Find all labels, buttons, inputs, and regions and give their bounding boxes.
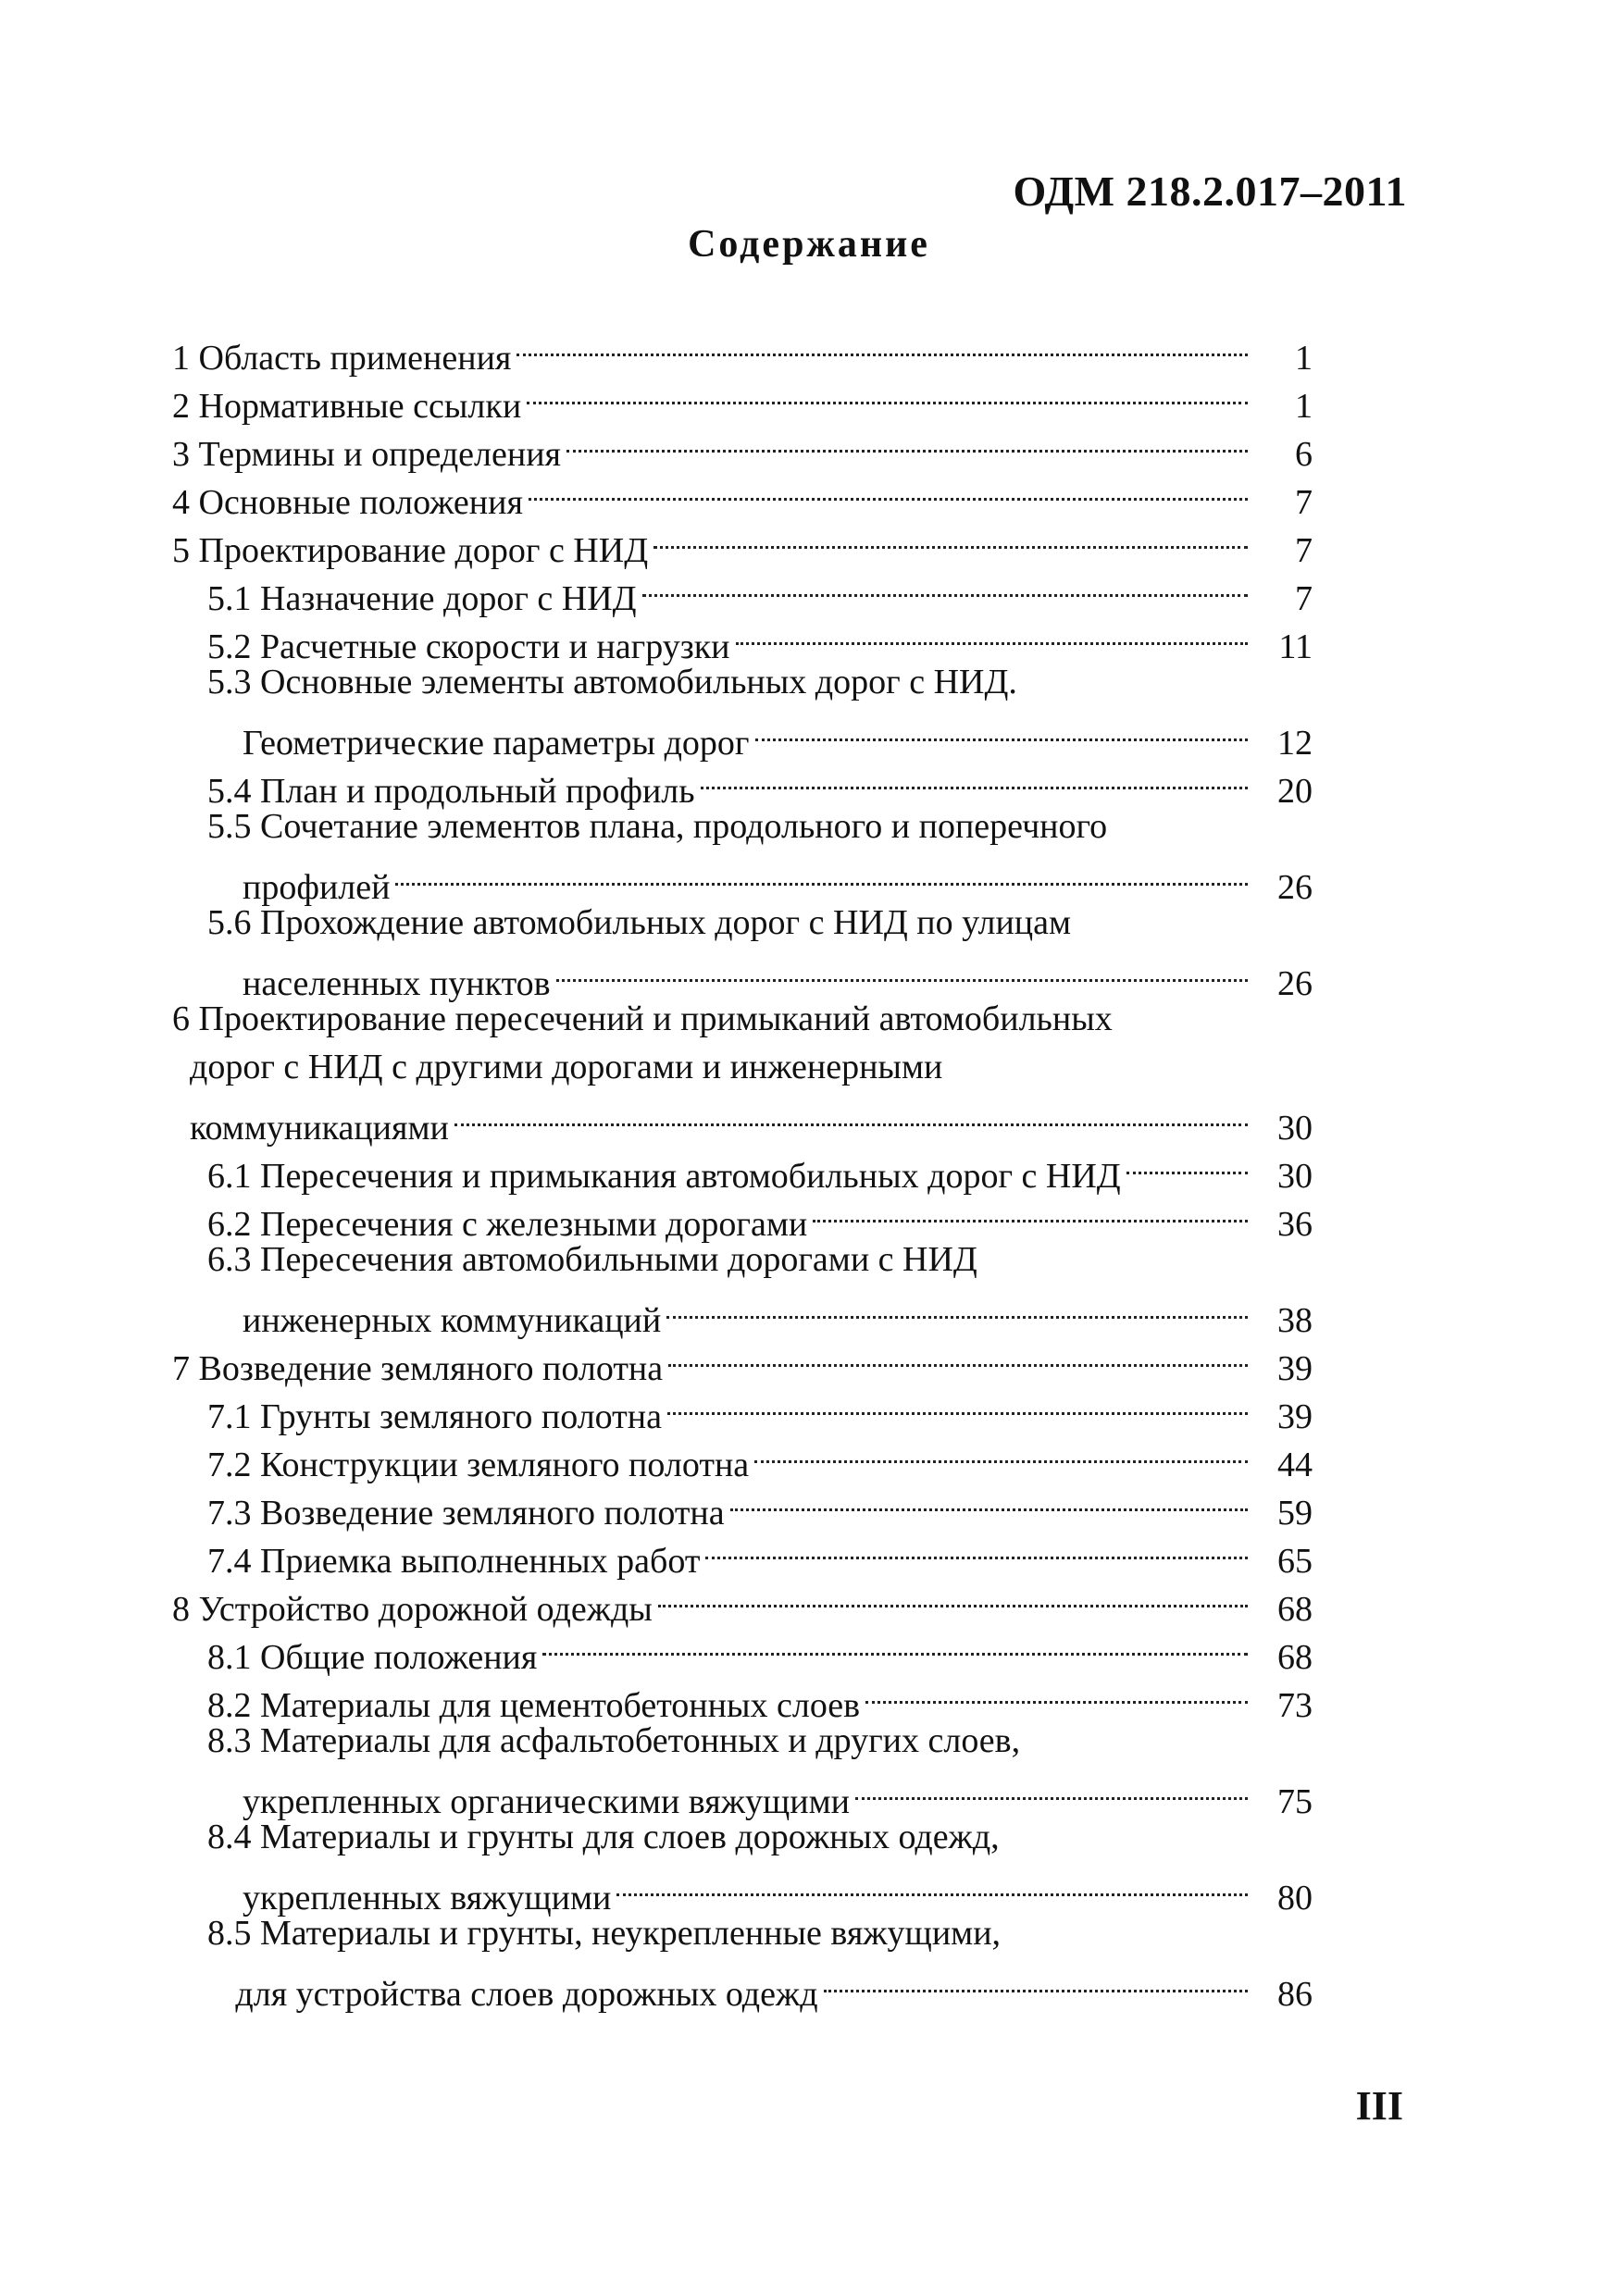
dot-leader xyxy=(1126,1139,1248,1187)
toc-page-number: 6 xyxy=(1295,435,1313,474)
toc-entry-text: инженерных коммуникаций xyxy=(243,1301,662,1340)
toc-entry[interactable] xyxy=(172,562,1313,618)
toc-page-number: 80 xyxy=(1277,1879,1313,1917)
toc-page-number: 36 xyxy=(1277,1205,1313,1244)
toc-entry[interactable] xyxy=(172,658,1313,763)
toc-page-number: 59 xyxy=(1277,1494,1313,1533)
toc-entry[interactable] xyxy=(172,514,1313,570)
toc-entry-text: укрепленных вяжущими xyxy=(243,1879,612,1917)
toc-entry-text: 7.4 Приемка выполненных работ xyxy=(207,1542,701,1581)
toc-entry[interactable] xyxy=(172,417,1313,474)
toc-entry[interactable] xyxy=(172,802,1313,907)
toc-entry-text: 8.4 Материалы и грунты для слоев дорожных одежд, xyxy=(207,1818,1000,1856)
toc-entry-text: 8.5 Материалы и грунты, неукрепленные вяжущими, xyxy=(207,1914,1002,1953)
toc-page-number: 75 xyxy=(1277,1782,1313,1821)
page-number: III xyxy=(1355,2083,1403,2128)
dot-leader xyxy=(454,1091,1248,1139)
toc-entry[interactable] xyxy=(172,369,1313,426)
toc-entry[interactable] xyxy=(172,1524,1313,1581)
toc-page-number: 86 xyxy=(1277,1975,1313,2014)
dot-leader xyxy=(824,1957,1248,2005)
toc-entry-text: коммуникациями xyxy=(190,1109,449,1148)
toc-entry-text: 8 Устройство дорожной одежды xyxy=(172,1590,653,1629)
toc-entry[interactable] xyxy=(172,1620,1313,1677)
toc-page-number: 12 xyxy=(1277,724,1313,763)
dot-leader xyxy=(542,1620,1248,1669)
dot-leader xyxy=(813,1187,1248,1235)
toc-page-number: 44 xyxy=(1277,1446,1313,1484)
toc-entry[interactable] xyxy=(172,754,1313,811)
toc-entry[interactable] xyxy=(172,1476,1313,1533)
dot-leader xyxy=(642,562,1248,610)
toc-entry-text: 7.2 Конструкции земляного полотна xyxy=(207,1446,750,1484)
toc-page-number: 7 xyxy=(1295,531,1313,570)
toc-entry-text: 3 Термины и определения xyxy=(172,435,562,474)
toc-entry[interactable] xyxy=(172,1717,1313,1821)
dot-leader xyxy=(566,417,1248,465)
toc-page-number: 7 xyxy=(1295,483,1313,522)
dot-leader xyxy=(865,1669,1248,1717)
dot-leader xyxy=(529,465,1248,514)
toc-entry-text: 8.3 Материалы для асфальтобетонных и других слоев, xyxy=(207,1721,1021,1760)
toc-page-number: 7 xyxy=(1295,579,1313,618)
toc-entry-text: для устройства слоев дорожных одежд xyxy=(235,1975,818,2014)
dot-leader xyxy=(668,1332,1248,1380)
dot-leader xyxy=(736,610,1248,658)
toc-page-number: 20 xyxy=(1277,772,1313,811)
toc-title: Содержание xyxy=(688,223,930,266)
dot-leader xyxy=(667,1380,1248,1428)
toc-entry-text: 5.6 Прохождение автомобильных дорог с НИД по улицам xyxy=(207,903,1072,942)
toc-entry[interactable] xyxy=(172,321,1313,378)
toc-page-number: 65 xyxy=(1277,1542,1313,1581)
toc-entry-text: 6.3 Пересечения автомобильными дорогами с НИД xyxy=(207,1240,977,1279)
toc-entry-text: 6.1 Пересечения и примыкания автомобильных дорог с НИД xyxy=(207,1157,1121,1196)
toc-entry[interactable] xyxy=(172,1187,1313,1244)
dot-leader xyxy=(653,514,1248,562)
dot-leader xyxy=(527,369,1248,417)
toc-entry[interactable] xyxy=(172,610,1313,666)
dot-leader xyxy=(556,947,1248,995)
dot-leader xyxy=(395,850,1248,899)
dot-leader xyxy=(616,1861,1248,1909)
toc-entry-text: 5.4 План и продольный профиль xyxy=(207,772,695,811)
toc-entry[interactable] xyxy=(172,995,1313,1148)
toc-entry[interactable] xyxy=(172,1572,1313,1629)
dot-leader xyxy=(666,1284,1248,1332)
toc-page-number: 26 xyxy=(1277,868,1313,907)
dot-leader xyxy=(701,754,1248,802)
dot-leader xyxy=(658,1572,1248,1620)
toc-page-number: 68 xyxy=(1277,1590,1313,1629)
dot-leader xyxy=(754,1428,1248,1476)
toc-entry-text: 5.2 Расчетные скорости и нагрузки xyxy=(207,627,730,666)
toc-page-number: 38 xyxy=(1277,1301,1313,1340)
toc-entry[interactable] xyxy=(172,1909,1313,2014)
toc-page-number: 30 xyxy=(1277,1109,1313,1148)
toc-entry[interactable] xyxy=(172,899,1313,1003)
document-code: ОДМ 218.2.017–2011 xyxy=(1013,168,1407,215)
toc-page-number: 11 xyxy=(1278,627,1313,666)
toc-entry[interactable] xyxy=(172,1139,1313,1196)
dot-leader xyxy=(705,1524,1248,1572)
toc-entry[interactable] xyxy=(172,465,1313,522)
toc-entry-text: 6 Проектирование пересечений и примыканий автомобильных xyxy=(172,999,1113,1038)
dot-leader xyxy=(730,1476,1248,1524)
dot-leader xyxy=(755,706,1249,754)
toc-page-number: 1 xyxy=(1295,387,1313,426)
toc-page-number: 1 xyxy=(1295,339,1313,378)
toc-entry-text: Геометрические параметры дорог xyxy=(243,724,750,763)
toc-entry-text: 5.1 Назначение дорог с НИД xyxy=(207,579,637,618)
toc-entry-text: 6.2 Пересечения с железными дорогами xyxy=(207,1205,808,1244)
toc-page-number: 39 xyxy=(1277,1397,1313,1436)
toc-entry-text: 7.1 Грунты земляного полотна xyxy=(207,1397,662,1436)
toc-entry-text: дорог с НИД с другими дорогами и инженерными xyxy=(190,1048,943,1086)
toc-entry-text: 8.1 Общие положения xyxy=(207,1638,538,1677)
toc-entry-text: 2 Нормативные ссылки xyxy=(172,387,522,426)
toc-entry-text: населенных пунктов xyxy=(243,964,551,1003)
toc-entry-text: 5.5 Сочетание элементов плана, продольного и поперечного xyxy=(207,807,1108,846)
toc-page-number: 73 xyxy=(1277,1686,1313,1725)
toc-entry[interactable] xyxy=(172,1428,1313,1484)
toc-entry[interactable] xyxy=(172,1235,1313,1340)
toc-page-number: 30 xyxy=(1277,1157,1313,1196)
toc-entry-text: 7.3 Возведение земляного полотна xyxy=(207,1494,725,1533)
dot-leader xyxy=(855,1765,1248,1813)
toc-entry-text: профилей xyxy=(243,868,391,907)
toc-entry-text: 4 Основные положения xyxy=(172,483,523,522)
toc-entry[interactable] xyxy=(172,1380,1313,1436)
toc-entry-text: 8.2 Материалы для цементобетонных слоев xyxy=(207,1686,861,1725)
toc-entry-text: 7 Возведение земляного полотна xyxy=(172,1349,664,1388)
toc-entry[interactable] xyxy=(172,1332,1313,1388)
toc-entry[interactable] xyxy=(172,1813,1313,1917)
toc-entry-text: 5 Проектирование дорог с НИД xyxy=(172,531,649,570)
dot-leader xyxy=(517,321,1248,369)
toc-entry-text: 5.3 Основные элементы автомобильных дорог с НИД. xyxy=(207,663,1017,701)
table-of-contents xyxy=(172,321,1313,2014)
toc-entry-text: укрепленных органическими вяжущими xyxy=(243,1782,850,1821)
toc-page-number: 68 xyxy=(1277,1638,1313,1677)
toc-entry-text: 1 Область применения xyxy=(172,339,512,378)
toc-page-number: 39 xyxy=(1277,1349,1313,1388)
toc-page-number: 26 xyxy=(1277,964,1313,1003)
toc-entry[interactable] xyxy=(172,1669,1313,1725)
